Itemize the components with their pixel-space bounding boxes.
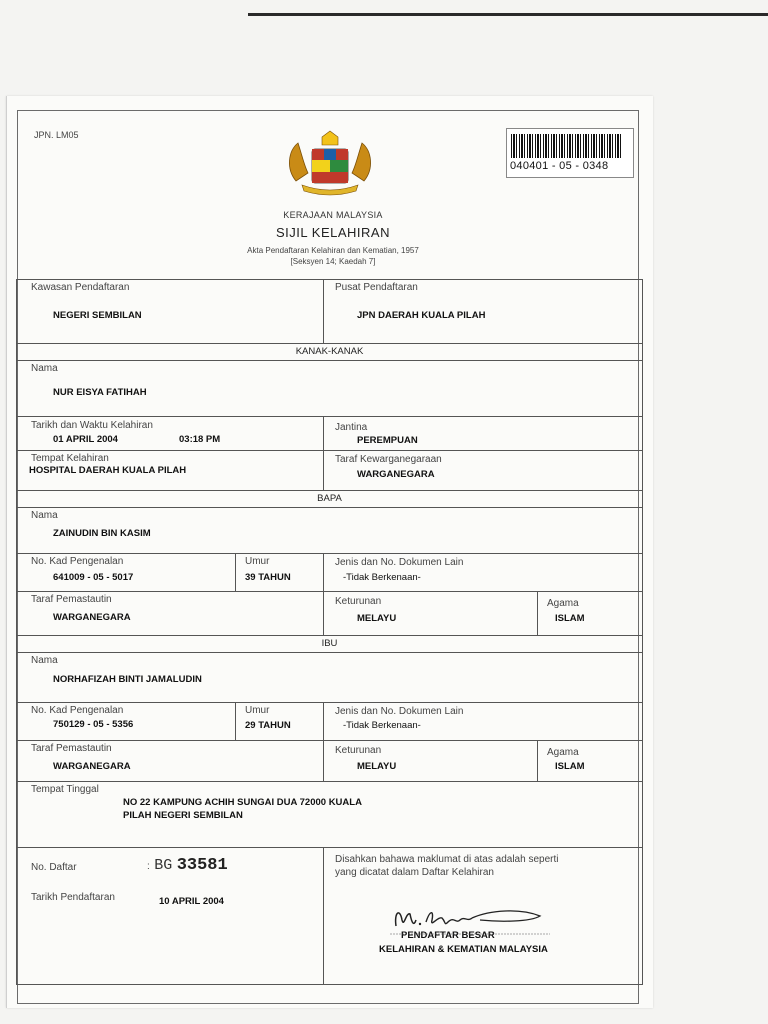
child-dob-row xyxy=(16,417,643,451)
child-name-label: Nama xyxy=(31,363,58,374)
register-no: : BG 33581 xyxy=(147,856,228,875)
centre-value: JPN DAERAH KUALA PILAH xyxy=(357,310,486,321)
divider xyxy=(323,554,324,591)
father-residency-label: Taraf Pemastautin xyxy=(31,594,112,605)
father-age-value: 39 TAHUN xyxy=(245,572,291,583)
mother-residency-row xyxy=(16,741,643,782)
mother-residency-value: WARGANEGARA xyxy=(53,761,131,772)
register-number: 33581 xyxy=(176,856,228,875)
father-name-label: Nama xyxy=(31,510,58,521)
mother-age-label: Umur xyxy=(245,705,270,716)
father-race-label: Keturunan xyxy=(335,596,382,607)
divider xyxy=(323,741,324,781)
father-age-label: Umur xyxy=(245,556,270,567)
gender-label: Jantina xyxy=(335,422,368,433)
residence-line1: NO 22 KAMPUNG ACHIH SUNGAI DUA 72000 KUALA xyxy=(123,797,362,808)
mother-religion-value: ISLAM xyxy=(555,761,585,772)
residence-line2: PILAH NEGERI SEMBILAN xyxy=(123,810,243,821)
section-child: KANAK-KANAK xyxy=(16,344,643,361)
father-ic-row xyxy=(16,554,643,592)
section-mother: IBU xyxy=(16,636,643,653)
mother-name-value: NORHAFIZAH BINTI JAMALUDIN xyxy=(53,674,202,685)
father-name-row xyxy=(16,508,643,554)
mother-race-label: Keturunan xyxy=(335,745,382,756)
birthplace-value: HOSPITAL DAERAH KUALA PILAH xyxy=(29,465,187,476)
father-race-value: MELAYU xyxy=(357,613,397,624)
child-name-row xyxy=(16,361,643,417)
divider xyxy=(323,848,324,984)
registration-number: 040401 - 05 - 0348 xyxy=(510,160,609,172)
mother-religion-label: Agama xyxy=(547,747,579,758)
child-name-value: NUR EISYA FATIHAH xyxy=(53,387,147,398)
area-value: NEGERI SEMBILAN xyxy=(53,310,142,321)
residence-row xyxy=(16,782,643,848)
gender-value: PEREMPUAN xyxy=(357,435,418,446)
divider xyxy=(323,592,324,635)
register-prefix: BG xyxy=(154,857,173,874)
divider xyxy=(235,703,236,740)
certify-line1: Disahkan bahawa maklumat di atas adalah seperti xyxy=(335,854,559,865)
father-doc-value: -Tidak Berkenaan- xyxy=(343,572,421,583)
certify-line2: yang dicatat dalam Daftar Kelahiran xyxy=(335,867,494,878)
signatory-office: KELAHIRAN & KEMATIAN MALAYSIA xyxy=(379,944,548,955)
barcode xyxy=(511,134,623,158)
dob-label: Tarikh dan Waktu Kelahiran xyxy=(31,420,153,431)
citizenship-label: Taraf Kewarganegaraan xyxy=(335,454,442,465)
mother-residency-label: Taraf Pemastautin xyxy=(31,743,112,754)
mother-name-label: Nama xyxy=(31,655,58,666)
section-reference: [Seksyen 14; Kaedah 7] xyxy=(290,257,376,266)
dob-date: 01 APRIL 2004 xyxy=(53,434,118,445)
registration-row xyxy=(16,280,643,344)
certificate-table xyxy=(16,279,643,985)
father-doc-label: Jenis dan No. Dokumen Lain xyxy=(335,557,464,568)
father-ic-label: No. Kad Pengenalan xyxy=(31,556,124,567)
mother-name-row xyxy=(16,653,643,703)
mother-race-value: MELAYU xyxy=(357,761,397,772)
divider xyxy=(323,703,324,740)
father-name-value: ZAINUDIN BIN KASIM xyxy=(53,528,151,539)
mother-ic-row xyxy=(16,703,643,741)
register-no-label: No. Daftar xyxy=(31,862,77,873)
page-title: SIJIL KELAHIRAN xyxy=(276,225,390,240)
section-father: BAPA xyxy=(16,491,643,508)
area-label: Kawasan Pendaftaran xyxy=(31,282,130,293)
divider xyxy=(537,592,538,635)
birthplace-label: Tempat Kelahiran xyxy=(31,453,109,464)
gov-heading: KERAJAAN MALAYSIA xyxy=(283,210,383,220)
divider xyxy=(323,417,324,450)
registrar-signature-icon xyxy=(390,902,550,936)
father-residency-row xyxy=(16,592,643,636)
register-date-label: Tarikh Pendaftaran xyxy=(31,892,115,903)
divider xyxy=(323,451,324,490)
centre-label: Pusat Pendaftaran xyxy=(335,282,418,293)
mother-age-value: 29 TAHUN xyxy=(245,720,291,731)
mother-ic-label: No. Kad Pengenalan xyxy=(31,705,124,716)
father-religion-label: Agama xyxy=(547,598,579,609)
act-reference: Akta Pendaftaran Kelahiran dan Kematian, 1957 xyxy=(247,246,419,255)
mother-doc-value: -Tidak Berkenaan- xyxy=(343,720,421,731)
coat-of-arms-icon xyxy=(282,128,378,198)
father-ic-value: 641009 - 05 - 5017 xyxy=(53,572,134,583)
barcode-box xyxy=(506,128,634,178)
mother-doc-label: Jenis dan No. Dokumen Lain xyxy=(335,706,464,717)
divider xyxy=(323,280,324,343)
signatory-title: PENDAFTAR BESAR xyxy=(401,930,495,941)
divider xyxy=(235,554,236,591)
citizenship-value: WARGANEGARA xyxy=(357,469,435,480)
dob-time: 03:18 PM xyxy=(179,434,221,445)
father-residency-value: WARGANEGARA xyxy=(53,612,131,623)
mother-ic-value: 750129 - 05 - 5356 xyxy=(53,719,134,730)
form-code: JPN. LM05 xyxy=(34,130,79,140)
register-date-value: 10 APRIL 2004 xyxy=(159,896,224,907)
father-religion-value: ISLAM xyxy=(555,613,585,624)
scan-edge-line xyxy=(248,13,768,16)
child-place-row xyxy=(16,451,643,491)
residence-label: Tempat Tinggal xyxy=(31,784,99,795)
divider xyxy=(537,741,538,781)
